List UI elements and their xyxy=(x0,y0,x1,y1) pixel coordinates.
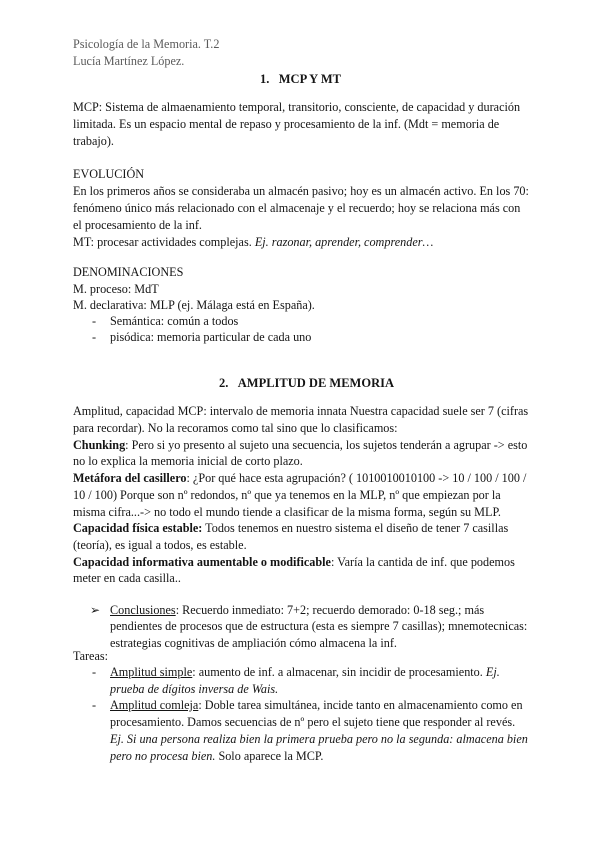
text-span: Tareas: xyxy=(73,649,109,663)
text-line xyxy=(73,555,515,570)
text-line xyxy=(73,505,501,520)
text-span: EVOLUCIÓN xyxy=(73,167,145,181)
underlined-term: Conclusiones xyxy=(110,603,176,617)
text-line xyxy=(73,571,181,586)
text-span: el procesamiento de la inf. xyxy=(73,218,202,232)
text-line xyxy=(73,100,520,115)
text-line xyxy=(110,665,500,680)
italic-example: prueba de dígitos inversa de Wais. xyxy=(110,682,279,696)
text-span: limitada. Es un espacio mental de repaso y procesamiento de la inf. (Mdt = memoria de xyxy=(73,117,500,131)
section-number: 1. xyxy=(260,72,270,86)
section-2-heading xyxy=(219,376,394,391)
text-line xyxy=(73,471,526,486)
italic-example: Ej. Si una persona realiza bien la primera prueba pero no la segunda: almacena bien xyxy=(110,732,528,746)
text-span: : aumento de inf. a almacenar, sin incidir de procesamiento. xyxy=(192,665,486,679)
text-span: MT: procesar actividades complejas. xyxy=(73,235,255,249)
text-span: meter en cada casilla.. xyxy=(73,571,181,585)
arrow-bullet-icon: ➢ xyxy=(90,603,101,617)
text-line xyxy=(73,218,202,233)
text-line xyxy=(73,454,303,469)
text-line xyxy=(73,521,508,536)
text-line xyxy=(73,167,144,182)
header-course: Psicología de la Memoria. T.2 xyxy=(73,37,220,51)
text-line xyxy=(73,235,433,250)
text-line xyxy=(73,184,529,199)
text-span: : ¿Por qué hace esta agrupación? ( 1010010010100 -> 10 / 100 / 100 / xyxy=(186,471,527,485)
text-span: Todos tenemos en nuestro sistema el diseño de tener 7 casillas xyxy=(202,521,509,535)
section-number: 2. xyxy=(219,376,229,390)
text-line xyxy=(73,282,159,297)
text-span: Solo aparece la MCP. xyxy=(215,749,324,763)
text-line xyxy=(73,538,247,553)
section-1-heading xyxy=(260,72,341,87)
text-span: estrategias cognitivas de ampliación cómo almacena la inf. xyxy=(110,636,397,650)
text-span: para recordar). No la recoramos como tal sino que lo clasificamos: xyxy=(73,421,398,435)
text-line xyxy=(110,715,515,730)
underlined-term: Amplitud comleja xyxy=(110,698,199,712)
text-span: MCP: Sistema de almaenamiento temporal, transitorio, consciente, de capacidad y duración xyxy=(73,100,521,114)
text-span: Amplitud, capacidad MCP: intervalo de memoria innata Nuestra capacidad suele ser 7 (cifras xyxy=(73,404,529,418)
text-span: (teoría), es igual a todos, es estable. xyxy=(73,538,247,552)
bold-term: Capacidad informativa aumentable o modificable xyxy=(73,555,331,569)
text-span: misma cifra...-> no todo el mundo tiende a clasificar de la misma forma, según su MLP. xyxy=(73,505,501,519)
text-line xyxy=(73,421,398,436)
text-line xyxy=(110,603,484,618)
text-line xyxy=(110,314,238,329)
bold-term: Capacidad física estable: xyxy=(73,521,203,535)
text-line xyxy=(73,488,501,503)
text-span: : Doble tarea simultánea, incide tanto en almacenamiento como en xyxy=(198,698,523,712)
section-title: AMPLITUD DE MEMORIA xyxy=(237,376,394,390)
bold-term: Metáfora del casillero xyxy=(73,471,187,485)
text-line xyxy=(110,682,278,697)
text-line xyxy=(110,698,523,713)
text-line xyxy=(73,117,499,132)
text-line xyxy=(110,636,397,651)
underlined-term: Amplitud simple xyxy=(110,665,193,679)
text-line xyxy=(73,201,520,216)
dash-bullet: - xyxy=(92,665,97,679)
text-line xyxy=(73,265,183,280)
text-span: fenómeno único más relacionado con el almacenaje y el recuerdo; hoy se relaciona más con xyxy=(73,201,521,215)
italic-example: pero no procesa bien. xyxy=(110,749,216,763)
text-line xyxy=(110,330,311,345)
text-line xyxy=(110,619,527,634)
text-span: pisódica: memoria particular de cada uno xyxy=(110,330,312,344)
text-line xyxy=(110,749,323,764)
italic-example: Ej. xyxy=(485,665,500,679)
text-line xyxy=(73,438,527,453)
text-span: M. proceso: MdT xyxy=(73,282,159,296)
text-span: trabajo). xyxy=(73,134,114,148)
header-author: Lucía Martínez López. xyxy=(73,54,185,68)
text-span: Semántica: común a todos xyxy=(110,314,239,328)
text-span: no lo explica la memoria inicial de corto plazo. xyxy=(73,454,303,468)
dash-bullet: - xyxy=(92,698,97,712)
text-span: : Recuerdo inmediato: 7+2; recuerdo demorado: 0-18 seg.; más xyxy=(175,603,485,617)
text-span: pendientes de procesos que de estructura (esta es siempre 7 casillas); mnemotecnicas: xyxy=(110,619,528,633)
dash-bullet: - xyxy=(92,330,97,344)
text-line xyxy=(110,732,528,747)
text-span: 10 / 100) Porque son nº redondos, nº que ya tenemos en la MLP, nº que empiezan por la xyxy=(73,488,501,502)
text-span: M. declarativa: MLP (ej. Málaga está en España). xyxy=(73,298,315,312)
text-span: procesamiento. Damos secuencias de nº pero el sujeto tiene que responder al revés. xyxy=(110,715,516,729)
text-line xyxy=(73,134,114,149)
text-span: En los primeros años se consideraba un almacén pasivo; hoy es un almacén activo. En los 70: xyxy=(73,184,529,198)
text-line xyxy=(73,404,528,419)
italic-example: Ej. razonar, aprender, comprender… xyxy=(254,235,434,249)
text-span: : Varía la cantida de inf. que podemos xyxy=(330,555,515,569)
bold-term: Chunking xyxy=(73,438,126,452)
text-span: DENOMINACIONES xyxy=(73,265,184,279)
text-span: : Pero si yo presento al sujeto una secuencia, los sujetos tenderán a agrupar -> esto xyxy=(125,438,528,452)
text-line xyxy=(73,649,108,664)
text-line xyxy=(73,298,315,313)
section-title: MCP Y MT xyxy=(278,72,342,86)
dash-bullet: - xyxy=(92,314,97,328)
